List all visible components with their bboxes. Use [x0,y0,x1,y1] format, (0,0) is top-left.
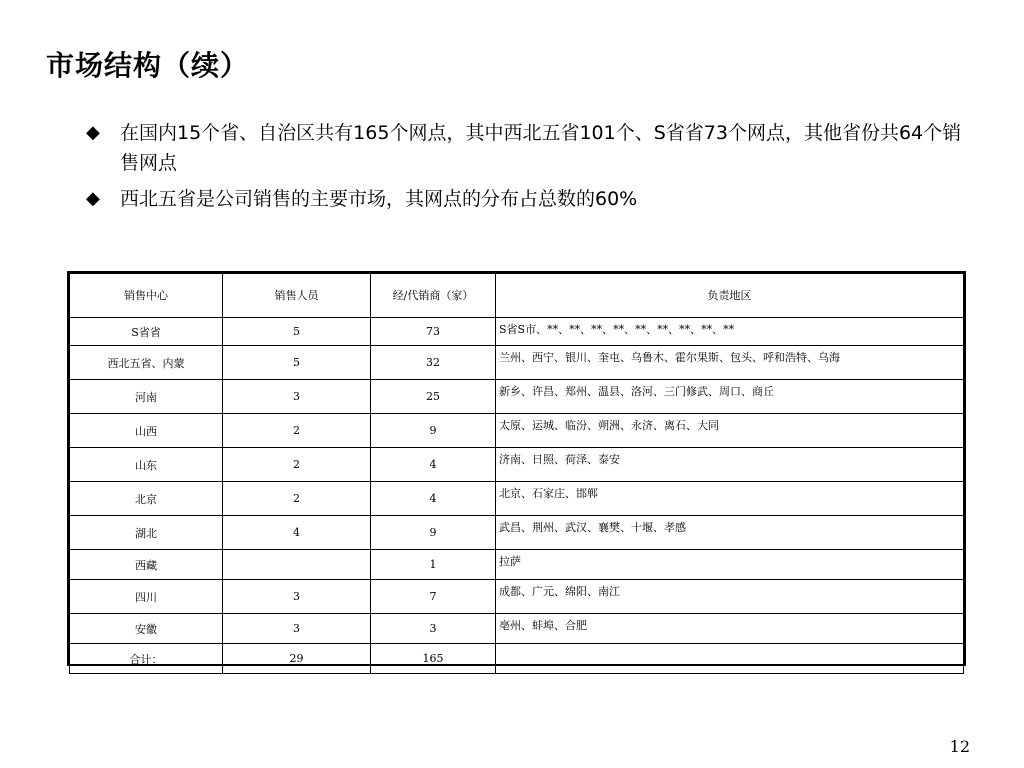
cell-sales-center: 西北五省、内蒙 [70,346,223,380]
cell-dealers: 9 [371,414,496,448]
header-dealers [371,274,496,318]
bullet-list [86,118,966,220]
bullet-item [86,184,966,214]
table-row [70,448,964,482]
header-dealers-label: 经/代销商（家） [392,288,474,302]
cell-regions: 武昌、荆州、武汉、襄樊、十堰、孝感 [496,516,964,550]
table-row [70,550,964,580]
table-row [70,482,964,516]
table-header-row [70,274,964,318]
cell-dealers: 32 [371,346,496,380]
cell-sales-staff [223,550,371,580]
header-regions: 负责地区 [496,274,964,318]
cell-sales-center: 山东 [70,448,223,482]
cell-dealers: 3 [371,614,496,644]
cell-sales-staff: 2 [223,414,371,448]
cell-total-staff: 29 [223,644,371,674]
table-row [70,516,964,550]
table-row [70,580,964,614]
cell-total-dealers: 165 [371,644,496,674]
cell-regions: 新乡、许昌、郑州、温县、洛河、三门修武、周口、商丘 [496,380,964,414]
cell-sales-staff: 3 [223,580,371,614]
cell-dealers: 25 [371,380,496,414]
cell-total-regions [496,644,964,674]
cell-sales-staff: 2 [223,482,371,516]
cell-dealers: 4 [371,448,496,482]
table-row [70,380,964,414]
cell-regions: 北京、石家庄、邯郸 [496,482,964,516]
sales-table-container [67,271,966,666]
cell-sales-staff: 5 [223,318,371,346]
cell-sales-center: 北京 [70,482,223,516]
cell-dealers: 1 [371,550,496,580]
cell-regions: 成都、广元、绵阳、南江 [496,580,964,614]
cell-sales-staff: 3 [223,380,371,414]
diamond-bullet-icon: ◆ [86,122,100,143]
cell-sales-staff: 5 [223,346,371,380]
cell-dealers: 9 [371,516,496,550]
table-row [70,318,964,346]
cell-regions: S省S市、**、**、**、**、**、**、**、**、** [496,318,964,346]
table-row [70,346,964,380]
header-sales-staff: 销售人员 [223,274,371,318]
cell-total-label: 合计： [70,644,223,674]
cell-sales-staff: 3 [223,614,371,644]
page-number: 12 [949,737,970,756]
cell-sales-center: 西藏 [70,550,223,580]
bullet-item [86,118,966,178]
table-total-row [70,644,964,674]
table-row [70,414,964,448]
cell-sales-center: 河南 [70,380,223,414]
cell-regions: 兰州、西宁、银川、奎屯、乌鲁木、霍尔果斯、包头、呼和浩特、乌海 [496,346,964,380]
cell-sales-staff: 4 [223,516,371,550]
cell-sales-center: 湖北 [70,516,223,550]
slide-title: 市场结构（续） [46,49,250,82]
cell-dealers: 4 [371,482,496,516]
cell-dealers: 73 [371,318,496,346]
cell-dealers: 7 [371,580,496,614]
cell-regions: 拉萨 [496,550,964,580]
cell-sales-staff: 2 [223,448,371,482]
diamond-bullet-icon: ◆ [86,188,100,209]
sales-table [69,273,964,674]
cell-sales-center: 四川 [70,580,223,614]
cell-regions: 亳州、蚌埠、合肥 [496,614,964,644]
table-row [70,614,964,644]
cell-sales-center: S省省 [70,318,223,346]
cell-regions: 济南、日照、荷泽、泰安 [496,448,964,482]
cell-regions: 太原、运城、临汾、朔洲、永济、离石、大同 [496,414,964,448]
cell-sales-center: 安徽 [70,614,223,644]
table-body [70,318,964,674]
cell-sales-center: 山西 [70,414,223,448]
header-sales-center: 销售中心 [70,274,223,318]
bullet-text: 在国内15个省、自治区共有165个网点，其中西北五省101个、S省省73个网点，其他省份共64个销售网点 [120,122,962,174]
bullet-text: 西北五省是公司销售的主要市场，其网点的分布占总数的60% [120,188,638,210]
